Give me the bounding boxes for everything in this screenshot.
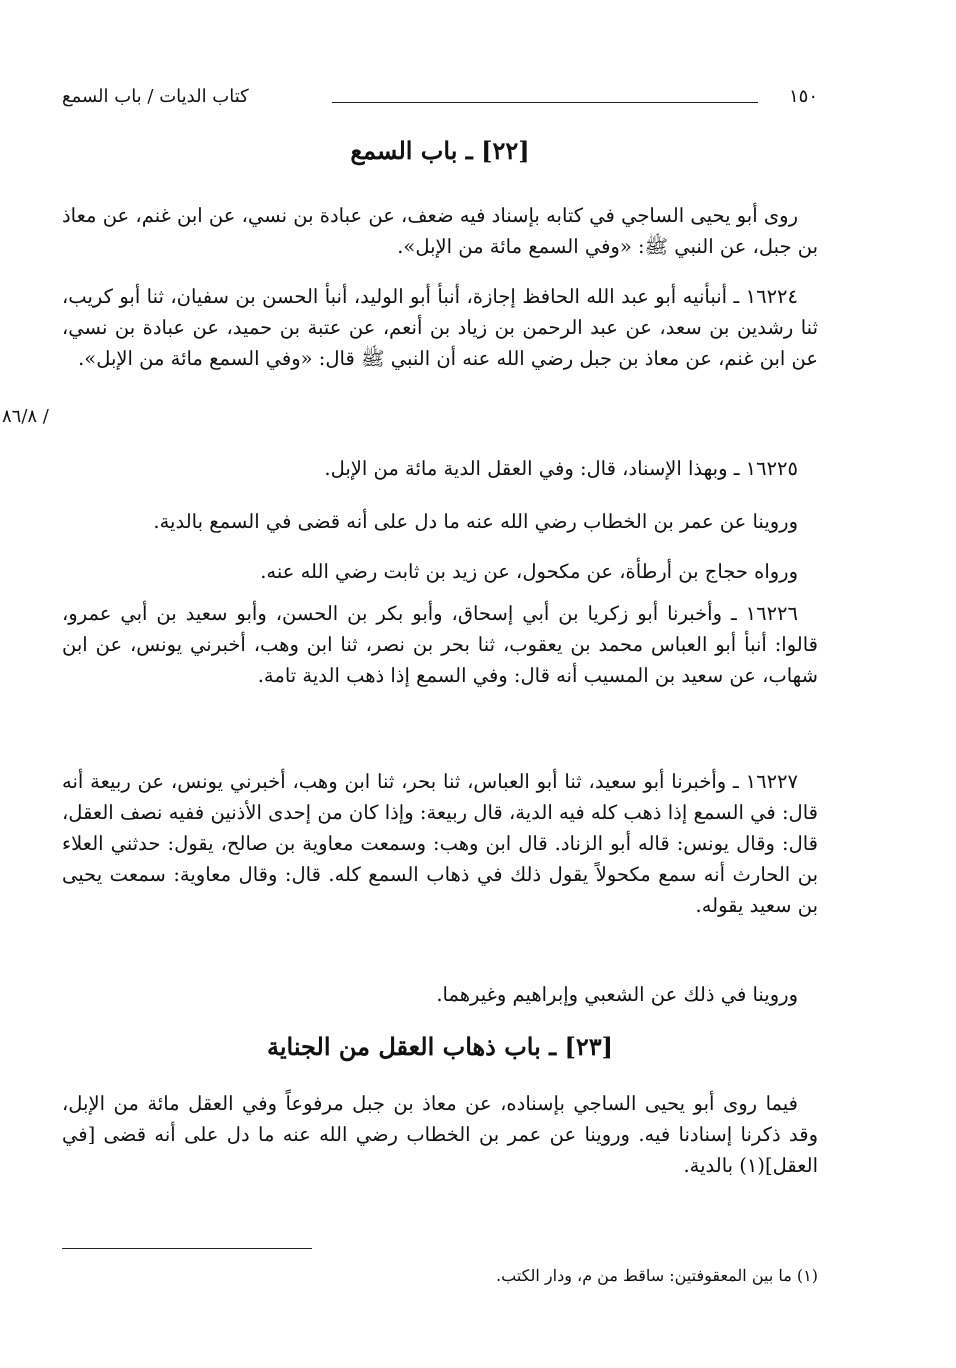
running-title: كتاب الديات / باب السمع: [62, 86, 249, 107]
section-heading-23: [٢٣] ـ باب ذهاب العقل من الجناية: [266, 1032, 614, 1061]
paragraph-16224: ١٦٢٢٤ ـ أنبأنيه أبو عبد الله الحافظ إجازة، أنبأ أبو الوليد، أنبأ الحسن بن سفيان، ثنا أبو كريب، ثنا رشدين بن سعد، عن عبد الرحمن بن زياد بن أنعم، عن عتبة بن حميد، عن عبادة بن نسي، عن ابن غنم، عن معاذ بن جبل رضي الله عنه أن النبي ﷺ قال: «وفي السمع مائة من الإبل».: [62, 285, 818, 370]
book-page: [2, 78, 818, 1328]
page-number: ١٥٠: [788, 86, 818, 107]
margin-volume-reference: ٨٦/٨ /: [2, 406, 49, 427]
paragraph-narration-shabi: وروينا في ذلك عن الشعبي وإبراهيم وغيرهما.: [436, 983, 798, 1006]
paragraph-narration-hajjaj: ورواه حجاج بن أرطأة، عن مكحول، عن زيد بن ثابت رضي الله عنه.: [260, 560, 798, 583]
section-heading-22: [٢٢] ـ باب السمع: [350, 136, 530, 165]
paragraph-16227: ١٦٢٢٧ ـ وأخبرنا أبو سعيد، ثنا أبو العباس، ثنا بحر، ثنا ابن وهب، أخبرني يونس، عن ربيعة أنه قال: في السمع إذا ذهب كله فيه الدية، قال ربيعة: وإذا كان من إحدى الأذنين ففيه نصف العقل، قال: وقال يونس: قاله أبو الزناد. قال ابن وهب: وسمعت معاوية بن صالح، يقول: حدثني العلاء بن الحارث أنه سمع مكحولاً يقول ذلك في ذهاب السمع كله. قال: وقال معاوية: سمعت يحيى بن سعيد يقوله.: [62, 770, 818, 917]
paragraph-narration-umar: وروينا عن عمر بن الخطاب رضي الله عنه ما دل على أنه قضى في السمع بالدية.: [153, 510, 798, 533]
paragraph-16226: ١٦٢٢٦ ـ وأخبرنا أبو زكريا بن أبي إسحاق، وأبو بكر بن الحسن، وأبو سعيد بن أبي عمرو، قالوا: أنبأ أبو العباس محمد بن يعقوب، ثنا بحر بن نصر، ثنا ابن وهب، أخبرني يونس، عن ابن شهاب، عن سعيد بن المسيب أنه قال: وفي السمع إذا ذهب الدية تامة.: [62, 602, 818, 687]
footnote-rule: [62, 1248, 312, 1249]
paragraph-intro-23: فيما روى أبو يحيى الساجي بإسناده، عن معاذ بن جبل مرفوعاً وفي العقل مائة من الإبل، وقد ذكرنا إسنادنا فيه. وروينا عن عمر بن الخطاب رضي الله عنه ما دل على أنه قضى [في العقل](١) بالدية.: [62, 1092, 818, 1177]
footnote-1: (١) ما بين المعقوفتين: ساقط من م، ودار الكتب.: [496, 1266, 818, 1285]
paragraph-1: روى أبو يحيى الساجي في كتابه بإسناد فيه ضعف، عن عبادة بن نسي، عن ابن غنم، عن معاذ بن جبل، عن النبي ﷺ: «وفي السمع مائة من الإبل».: [62, 204, 818, 258]
header-rule: [332, 102, 758, 103]
running-head: [62, 86, 818, 116]
paragraph-16225: ١٦٢٢٥ ـ وبهذا الإسناد، قال: وفي العقل الدية مائة من الإبل.: [324, 457, 798, 480]
